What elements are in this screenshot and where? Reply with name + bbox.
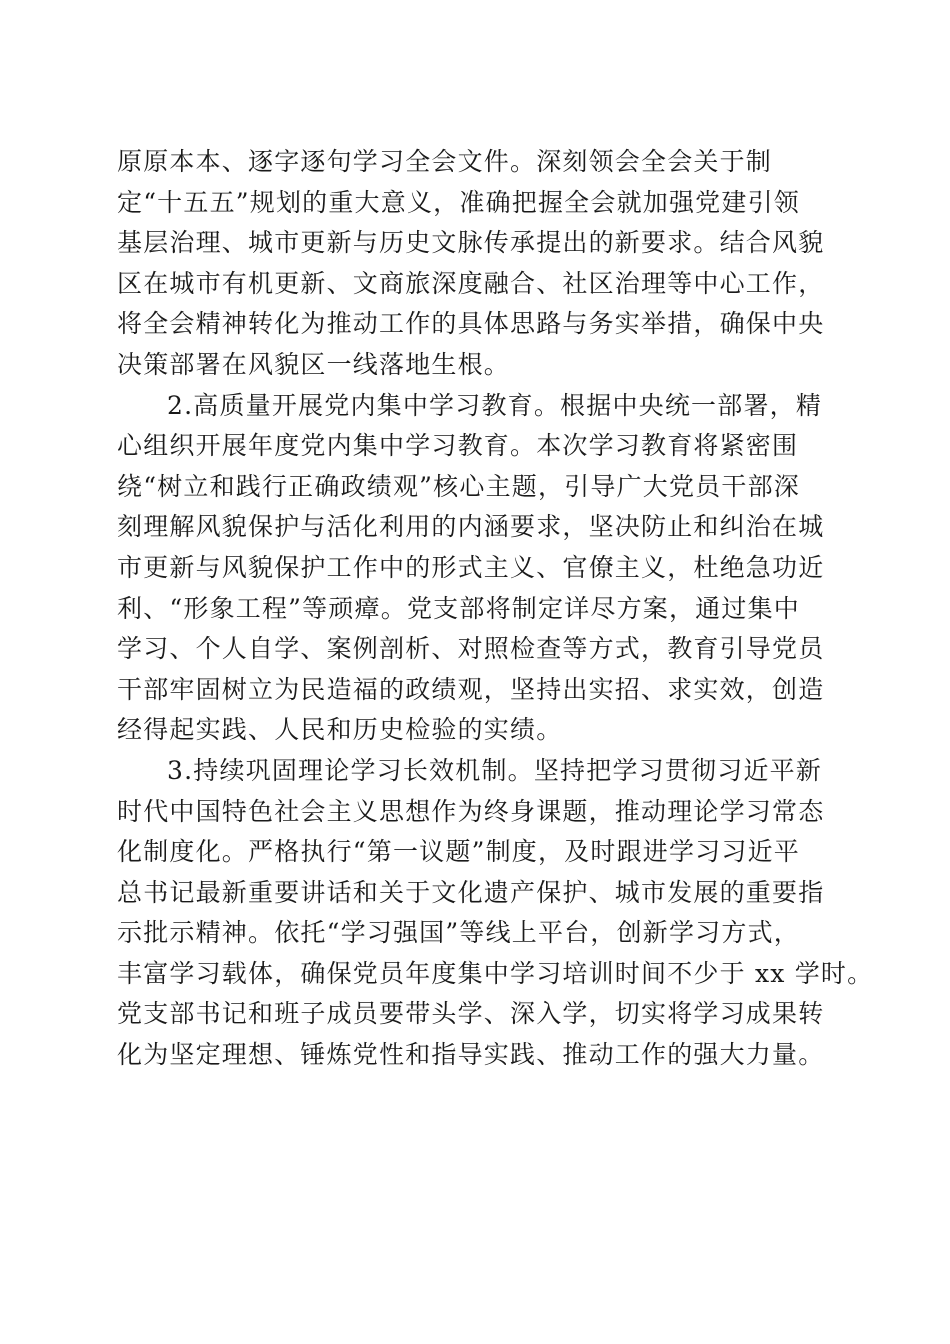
text-line: 丰富学习载体，确保党员年度集中学习培训时间不少于 xx 学时。 <box>117 958 874 988</box>
text-line: 利、“形象工程”等顽瘴。党支部将制定详尽方案，通过集中 <box>117 593 800 623</box>
text-line: 基层治理、城市更新与历史文脉传承提出的新要求。结合风貌 <box>117 228 825 258</box>
paragraph-3-first-line: 3.持续巩固理论学习长效机制。坚持把学习贯彻习近平新 <box>167 755 823 785</box>
paragraph-2-first-line: 2.高质量开展党内集中学习教育。根据中央统一部署，精 <box>167 390 823 420</box>
document-body <box>117 142 874 1076</box>
text-line: 市更新与风貌保护工作中的形式主义、官僚主义，杜绝急功近 <box>117 552 825 582</box>
text-line: 化制度化。严格执行“第一议题”制度，及时跟进学习习近平 <box>117 837 800 867</box>
text-line: 决策部署在风貌区一线落地生根。 <box>117 349 511 379</box>
text-line: 区在城市有机更新、文商旅深度融合、社区治理等中心工作， <box>117 268 825 298</box>
text-line: 化为坚定理想、锤炼党性和指导实践、推动工作的强大力量。 <box>117 1040 825 1070</box>
text-line: 绕“树立和践行正确政绩观”核心主题，引导广大党员干部深 <box>117 471 800 501</box>
text-line: 将全会精神转化为推动工作的具体思路与务实举措，确保中央 <box>117 309 825 339</box>
text-line: 总书记最新重要讲话和关于文化遗产保护、城市发展的重要指 <box>117 877 825 907</box>
text-line: 党支部书记和班子成员要带头学、深入学，切实将学习成果转 <box>117 999 825 1029</box>
text-line: 定“十五五”规划的重大意义，准确把握全会就加强党建引领 <box>117 187 800 217</box>
text-line: 示批示精神。依托“学习强国”等线上平台，创新学习方式， <box>117 918 800 948</box>
text-line: 刻理解风貌保护与活化利用的内涵要求，坚决防止和纠治在城 <box>117 512 825 542</box>
text-line: 干部牢固树立为民造福的政绩观，坚持出实招、求实效，创造 <box>117 674 825 704</box>
text-line: 时代中国特色社会主义思想作为终身课题，推动理论学习常态 <box>117 796 825 826</box>
text-line: 学习、个人自学、案例剖析、对照检查等方式，教育引导党员 <box>117 634 825 664</box>
text-line: 经得起实践、人民和历史检验的实绩。 <box>117 715 563 745</box>
text-line: 心组织开展年度党内集中学习教育。本次学习教育将紧密围 <box>117 431 799 461</box>
text-line: 原原本本、逐字逐句学习全会文件。深刻领会全会关于制 <box>117 147 773 176</box>
